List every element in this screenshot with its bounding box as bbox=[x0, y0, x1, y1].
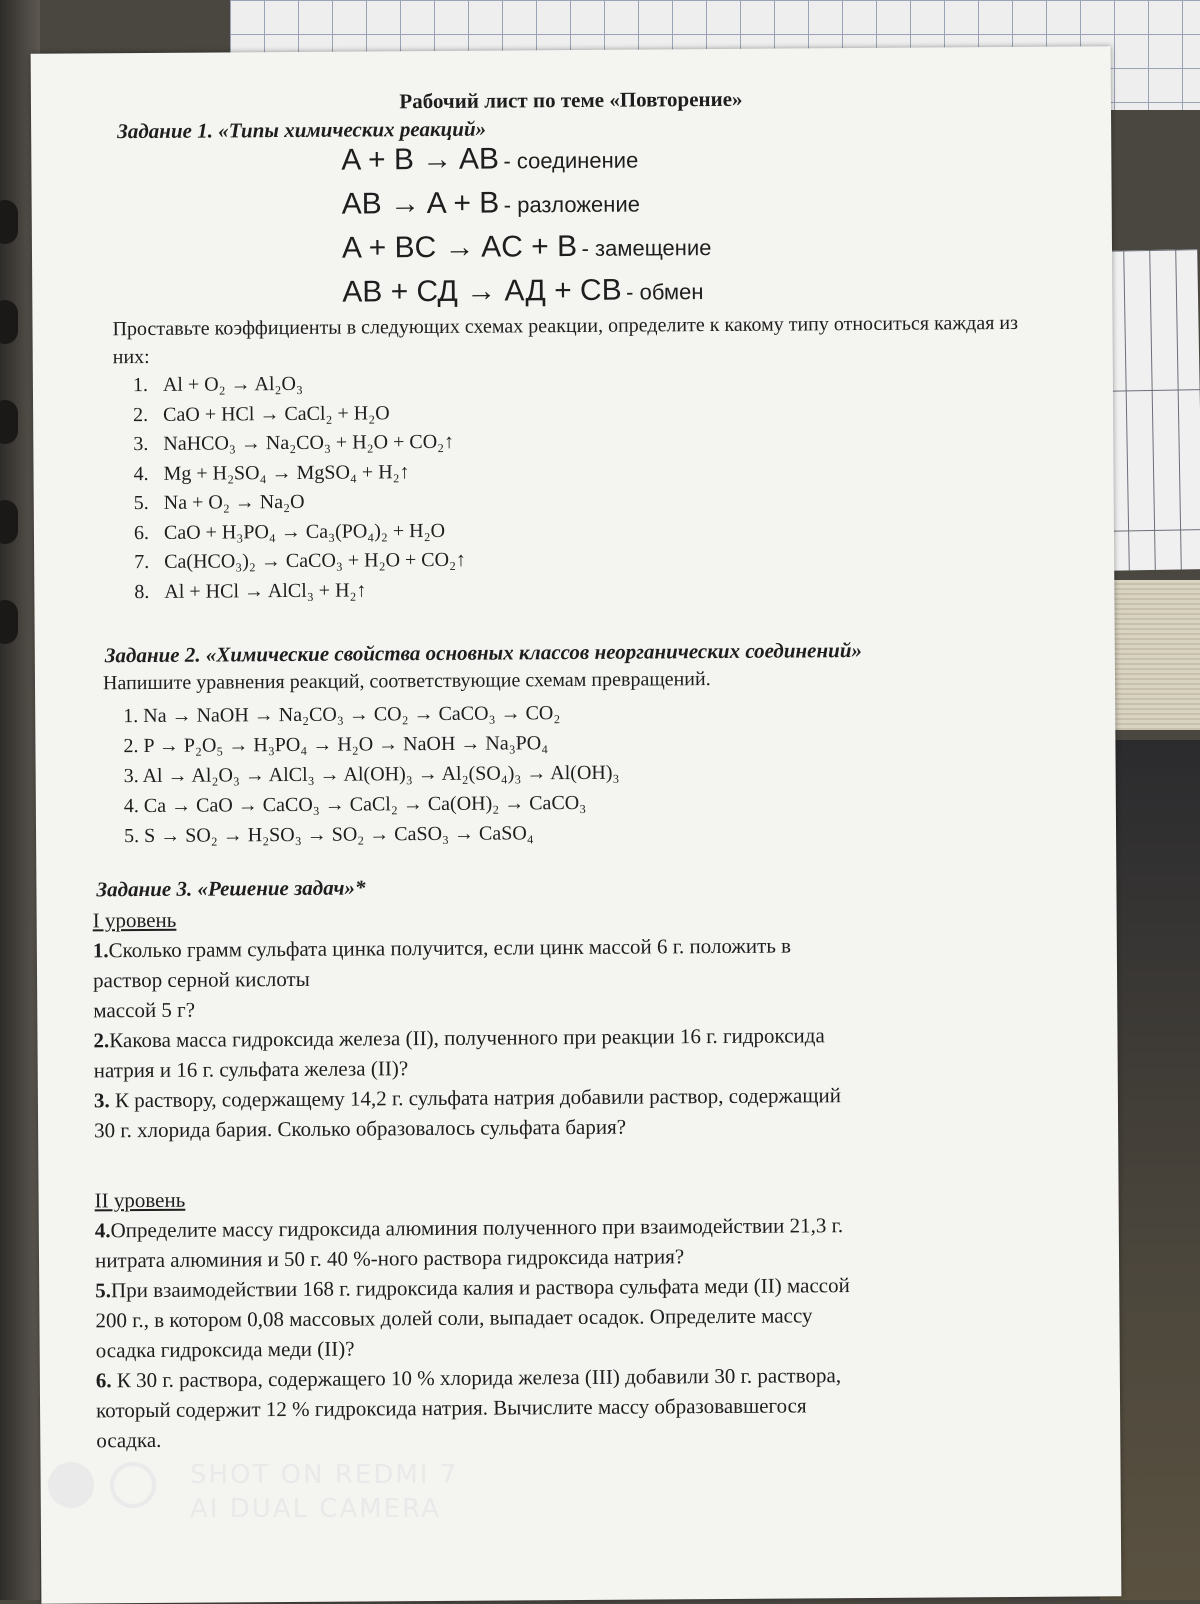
watermark-filled-circle-icon bbox=[48, 1462, 94, 1508]
problem-text: раствор серной кислоты bbox=[92, 966, 310, 993]
reaction-scheme-row bbox=[342, 229, 712, 266]
task2-instruction: Напишите уравнения реакций, соответствующие схемам превращений. bbox=[102, 668, 711, 695]
list-item bbox=[133, 428, 465, 460]
equation-text: CaO + H₃PO₄ → Ca₃(PO₄)₂ + H₂O bbox=[163, 519, 446, 544]
scheme-formula: AB + СД → АД + СВ bbox=[342, 273, 622, 309]
scheme-formula: AB → A + B bbox=[341, 186, 500, 221]
problem-text: массой 5 г? bbox=[93, 997, 196, 1023]
equation-text: Al + HCl → AlCl₃ + H₂↑ bbox=[164, 578, 367, 603]
watermark-line2: AI DUAL CAMERA bbox=[190, 1494, 441, 1524]
problem-text: нитрата алюминия и 50 г. 40 %-ного раствора гидроксида натрия? bbox=[94, 1244, 685, 1273]
equation-text: CaO + HCl → CaCl₂ + H₂O bbox=[163, 401, 390, 426]
list-item bbox=[134, 575, 466, 607]
item-number: 3. bbox=[133, 432, 149, 456]
list-item: 4. Ca → CaO → CaCO₃ → CaCl₂ → Ca(OH)₂ → CaCO₃ bbox=[123, 791, 587, 818]
list-item bbox=[134, 487, 466, 519]
item-number: 5. bbox=[133, 491, 149, 515]
item-number: 8. bbox=[134, 580, 150, 603]
problem-text: К раствору, содержащему 14,2 г. сульфата натрия добавили раствор, содержащий bbox=[109, 1083, 842, 1113]
problem-text: осадка. bbox=[96, 1427, 162, 1453]
scheme-type: - соединение bbox=[503, 147, 639, 174]
list-item: 3. Al → Al₂O₃ → AlCl₃ → Al(OH)₃ → Al₂(SO₄)₃ → Al(OH)₃ bbox=[123, 761, 620, 788]
problem-text: который содержит 12 % гидроксида натрия. Вычислите массу образовавшегося bbox=[95, 1393, 807, 1423]
problem-number: 4. bbox=[94, 1218, 111, 1243]
task1-instruction: Проставьте коэффициенты в следующих схемах реакции, определите к какому типу относиться каждая из них: bbox=[112, 311, 1019, 369]
scheme-type: - разложение bbox=[503, 191, 641, 218]
list-item bbox=[133, 457, 465, 489]
problem-text: При взаимодействии 168 г. гидроксида калия и раствора сульфата меди (II) массой bbox=[110, 1273, 850, 1303]
problem-number: 1. bbox=[92, 938, 109, 963]
scheme-type: - обмен bbox=[626, 279, 704, 305]
equation-text: Na + O₂ → Na₂O bbox=[163, 490, 305, 514]
item-number: 1. bbox=[132, 373, 148, 397]
problems-level1 bbox=[93, 899, 1055, 1146]
binder-hole bbox=[0, 200, 18, 244]
list-item: 5. S → SO₂ → H₂SO₃ → SO₂ → CaSO₃ → CaSO₄ bbox=[123, 822, 534, 848]
binder-hole bbox=[0, 300, 18, 344]
watermark-line1: SHOT ON REDMI 7 bbox=[190, 1460, 459, 1490]
problem-number: 5. bbox=[95, 1278, 112, 1303]
binder-hole bbox=[0, 400, 18, 444]
problems-level2 bbox=[95, 1179, 1057, 1456]
page-title: Рабочий лист по теме «Повторение» bbox=[399, 86, 743, 114]
equation-text: Al + O₂ → Al₂O₃ bbox=[162, 372, 303, 396]
problem-text: Сколько грамм сульфата цинка получится, если цинк массой 6 г. положить в bbox=[108, 933, 792, 963]
problem-text: Определите массу гидроксида алюминия полученного при взаимодействии 21,3 г. bbox=[110, 1213, 844, 1243]
problem-number: 3. bbox=[93, 1088, 110, 1113]
equation-text: Ca(HCO₃)₂ → CaCO₃ + H₂O + CO₂↑ bbox=[164, 548, 467, 573]
equation-text: Mg + H₂SO₄ → MgSO₄ + H₂↑ bbox=[163, 460, 410, 485]
equation-list bbox=[133, 369, 466, 607]
problem-text: натрия и 16 г. сульфата железа (II)? bbox=[93, 1056, 409, 1083]
item-number: 6. bbox=[133, 521, 150, 544]
problem-text: Какова масса гидроксида железа (II), полученного при реакции 16 г. гидроксида bbox=[109, 1023, 825, 1053]
scheme-formula: A + BC → AC + B bbox=[341, 229, 578, 265]
list-item bbox=[134, 516, 466, 548]
list-item: 2. P → P₂O₅ → H₃PO₄ → H₂O → NaOH → Na₃PO₄ bbox=[123, 732, 549, 758]
task3-heading: Задание 3. «Решение задач»* bbox=[96, 875, 366, 902]
task2-heading: Задание 2. «Химические свойства основных классов неорганических соединений» bbox=[104, 637, 863, 668]
item-number: 4. bbox=[133, 462, 149, 485]
reaction-scheme-row bbox=[341, 142, 638, 178]
list-item bbox=[133, 398, 465, 430]
binder-hole bbox=[0, 500, 18, 544]
item-number: 2. bbox=[133, 403, 149, 426]
task1-heading: Задание 1. «Типы химических реакций» bbox=[117, 116, 487, 144]
problem-text: 30 г. хлорида бария. Сколько образовалось сульфата бария? bbox=[94, 1114, 627, 1143]
problem-number: 6. bbox=[95, 1368, 112, 1393]
problem-text: осадка гидроксида меди (II)? bbox=[95, 1336, 355, 1363]
level-heading: I уровень bbox=[92, 907, 177, 933]
equation-text: NaHCO₃ → Na₂CO₃ + H₂O + CO₂↑ bbox=[163, 430, 455, 455]
item-number: 7. bbox=[134, 550, 150, 574]
level-heading: II уровень bbox=[94, 1187, 186, 1213]
list-item bbox=[134, 546, 466, 578]
reaction-scheme-row bbox=[342, 186, 640, 222]
reaction-scheme-row bbox=[342, 273, 703, 310]
problem-text: К 30 г. раствора, содержащего 10 % хлорида железа (III) добавили 30 г. раствора, bbox=[111, 1363, 842, 1393]
transformation-chain-list bbox=[123, 698, 620, 851]
background-book-edge bbox=[1110, 580, 1200, 730]
scheme-formula: A + B → AB bbox=[341, 142, 500, 177]
problem-number: 2. bbox=[93, 1028, 110, 1053]
problem-text: 200 г., в котором 0,08 массовых долей соли, выпадает осадок. Определите массу bbox=[95, 1303, 813, 1333]
binder-hole bbox=[0, 600, 18, 644]
list-item: 1. Na → NaOH → Na₂CO₃ → CO₂ → CaCO₃ → CO₂ bbox=[123, 702, 561, 728]
worksheet-paper bbox=[31, 46, 1122, 1604]
scheme-type: - замещение bbox=[581, 235, 712, 261]
watermark-ring-circle-icon bbox=[110, 1462, 156, 1508]
list-item bbox=[133, 369, 465, 401]
